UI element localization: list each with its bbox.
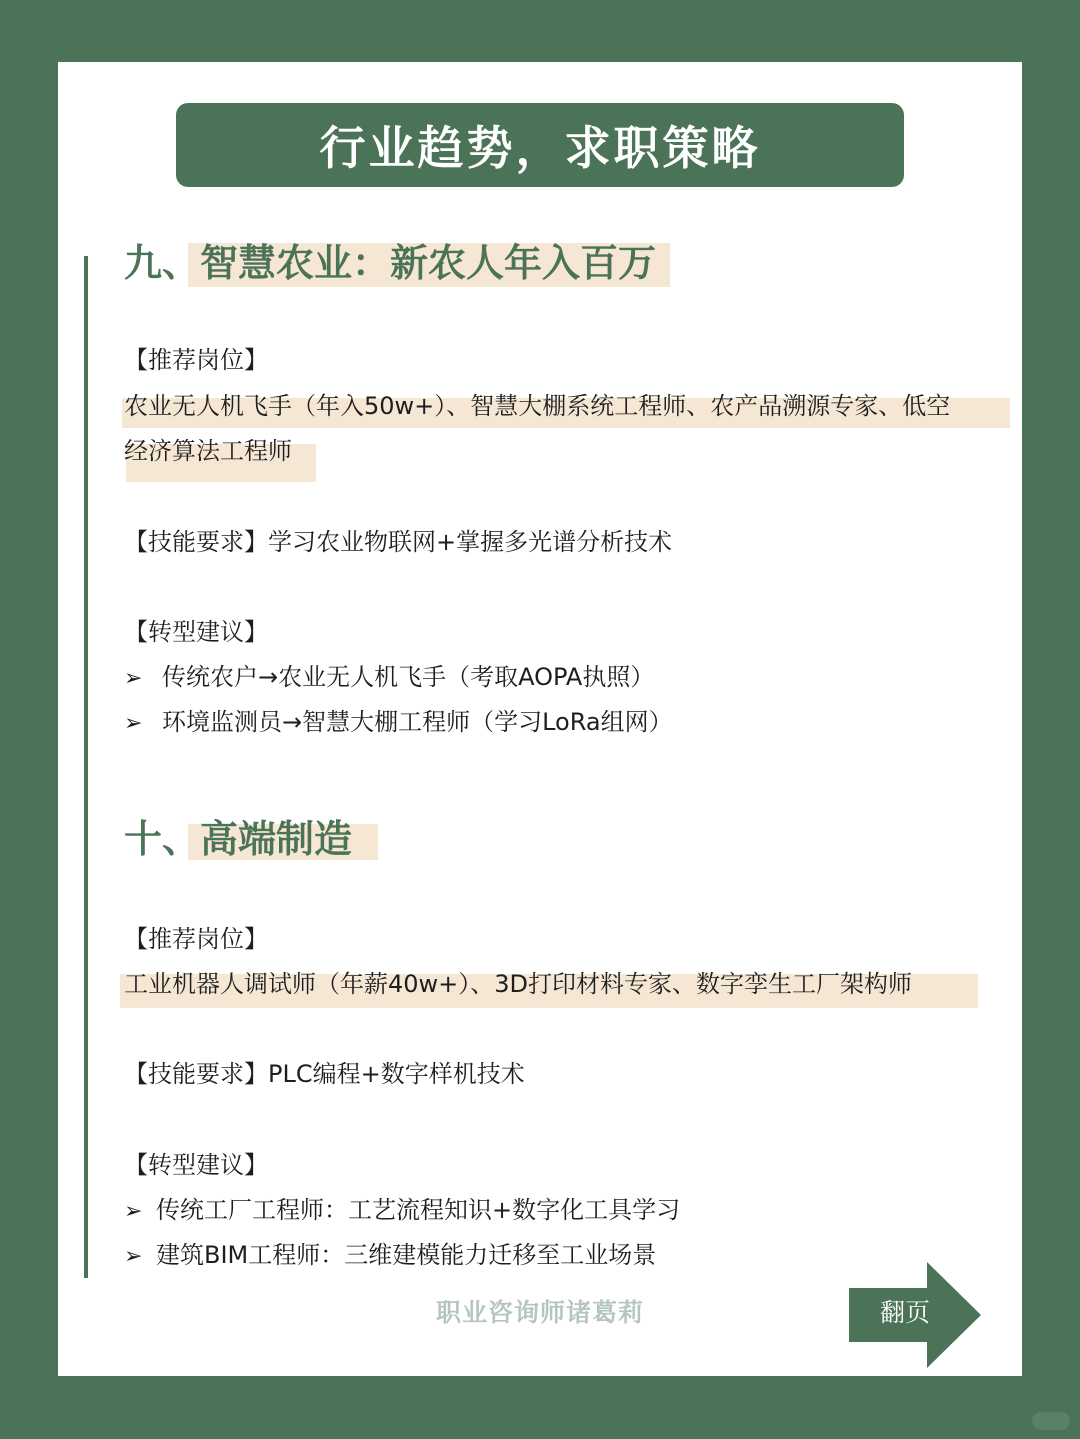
transition-item: 建筑BIM工程师：三维建模能力迁移至工业场景 [156, 1241, 657, 1269]
transition-label: 【转型建议】 [124, 618, 268, 646]
author-signature: 职业咨询师诸葛莉 [436, 1298, 645, 1327]
skills-row [124, 530, 672, 554]
section-title: 高端制造 [200, 817, 353, 861]
recommend-label: 【推荐岗位】 [124, 925, 268, 953]
side-accent-line [84, 256, 88, 1278]
section-number: 九、 [124, 241, 201, 285]
recommend-line: 工业机器人调试师（年薪40w+）、3D打印材料专家、数字孪生工厂架构师 [124, 970, 913, 998]
next-page-label[interactable]: 翻页 [880, 1298, 931, 1327]
section-title: 智慧农业：新农人年入百万 [200, 241, 657, 285]
transition-item: 环境监测员→智慧大棚工程师（学习LoRa组网） [162, 708, 673, 736]
bullet-arrow-icon: ➢ [124, 711, 143, 736]
watermark-badge [1032, 1412, 1070, 1430]
skills-row [124, 1062, 525, 1086]
skills-label: 【技能要求】 [124, 1060, 268, 1088]
skills-text: 学习农业物联网+掌握多光谱分析技术 [268, 528, 673, 556]
recommend-line: 经济算法工程师 [124, 437, 292, 465]
skills-text: PLC编程+数字样机技术 [268, 1060, 525, 1088]
transition-label: 【转型建议】 [124, 1151, 268, 1179]
transition-item: 传统工厂工程师：工艺流程知识+数字化工具学习 [156, 1196, 681, 1224]
bullet-arrow-icon: ➢ [124, 666, 143, 691]
transition-item: 传统农户→农业无人机飞手（考取AOPA执照） [162, 663, 655, 691]
recommend-label: 【推荐岗位】 [124, 346, 268, 374]
page-title-banner [176, 103, 904, 187]
section-heading-9 [124, 241, 657, 285]
section-heading-10 [124, 817, 353, 861]
page-title: 行业趋势，求职策略 [319, 121, 761, 175]
bullet-arrow-icon: ➢ [124, 1199, 143, 1224]
bullet-arrow-icon: ➢ [124, 1244, 143, 1269]
skills-label: 【技能要求】 [124, 528, 268, 556]
recommend-line: 农业无人机飞手（年入50w+）、智慧大棚系统工程师、农产品溯源专家、低空 [124, 392, 951, 420]
section-number: 十、 [124, 817, 201, 861]
